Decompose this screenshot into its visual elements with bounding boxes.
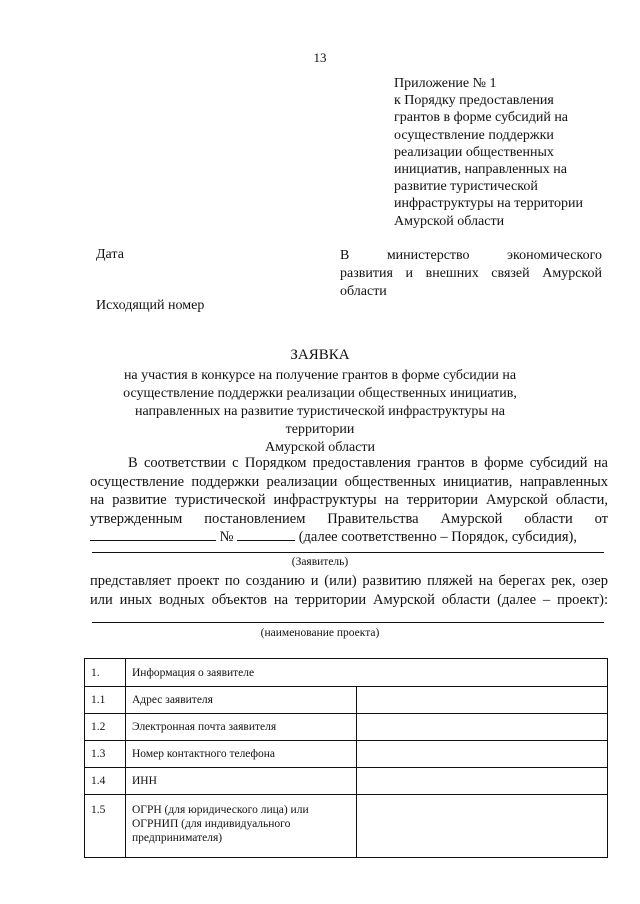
subtitle-line: направленных на развитие туристической инфраструктуры на территории bbox=[134, 404, 506, 437]
row-number: 1. bbox=[85, 659, 126, 687]
appendix-line: грантов в форме субсидий на bbox=[394, 110, 569, 126]
ministry-addressee bbox=[340, 247, 602, 301]
document-title: ЗАЯВКА bbox=[290, 347, 350, 363]
row-number: 1.2 bbox=[85, 714, 126, 741]
subtitle-line: осуществление поддержки реализации общественных инициатив, bbox=[123, 386, 517, 401]
row-label: Адрес заявителя bbox=[126, 687, 357, 714]
body-line: или иных водных объектов на территории Амурской области (далее – проект): bbox=[90, 591, 608, 608]
table-row bbox=[85, 714, 608, 741]
body-line5-tail: (далее соответственно – Порядок, субсидия), bbox=[298, 529, 577, 546]
project-name-blank-line[interactable] bbox=[92, 622, 604, 623]
table-row bbox=[85, 687, 608, 714]
row-label: Информация о заявителе bbox=[126, 659, 608, 687]
body-line: осуществление поддержки реализации общественных инициатив, направленных bbox=[90, 473, 608, 490]
ministry-line: области bbox=[340, 284, 387, 299]
date-blank[interactable] bbox=[90, 528, 216, 541]
table-row bbox=[85, 659, 608, 687]
appendix-line: к Порядку предоставления bbox=[394, 93, 554, 109]
appendix-line: осуществление поддержки bbox=[394, 127, 554, 143]
project-caption: (наименование проекта) bbox=[260, 627, 380, 639]
body-paragraph bbox=[90, 454, 608, 547]
appendix-line: реализации общественных bbox=[394, 144, 554, 160]
outgoing-number-label: Исходящий номер bbox=[96, 298, 205, 313]
applicant-blank-line[interactable] bbox=[92, 552, 604, 553]
row-number: 1.3 bbox=[85, 741, 126, 768]
table-row bbox=[85, 768, 608, 795]
body-line: на развитие туристической инфраструктуры на территории Амурской области, bbox=[90, 492, 608, 509]
table-row bbox=[85, 741, 608, 768]
row-label: Электронная почта заявителя bbox=[126, 714, 357, 741]
subtitle-line: Амурской области bbox=[264, 440, 376, 455]
appendix-line: инициатив, направленных на bbox=[394, 162, 567, 178]
number-blank[interactable] bbox=[237, 528, 295, 541]
value-cell[interactable] bbox=[357, 714, 608, 741]
applicant-info-table bbox=[84, 658, 608, 858]
row-number: 1.1 bbox=[85, 687, 126, 714]
project-paragraph bbox=[90, 572, 608, 609]
row-number: 1.5 bbox=[85, 795, 126, 858]
row-label: Номер контактного телефона bbox=[126, 741, 357, 768]
appendix-line: Амурской области bbox=[394, 213, 505, 229]
appendix-line: развитие туристической bbox=[394, 179, 538, 195]
page-number: 13 bbox=[313, 50, 327, 65]
number-sign: № bbox=[219, 529, 234, 546]
ministry-line: развития и внешних связей Амурской bbox=[340, 266, 602, 281]
row-number: 1.4 bbox=[85, 768, 126, 795]
ministry-line: В министерство экономического bbox=[340, 248, 602, 263]
body-line: утвержденным постановлением Правительства Амурской области от bbox=[90, 510, 608, 527]
body-line: В соответствии с Порядком предоставления грантов в форме субсидий на bbox=[128, 455, 608, 471]
appendix-block bbox=[394, 75, 604, 230]
row-label: ОГРН (для юридического лица) или ОГРНИП (для индивидуального предпринимателя) bbox=[126, 795, 357, 858]
applicant-caption: (Заявитель) bbox=[291, 556, 349, 568]
appendix-line: инфраструктуры на территории bbox=[394, 196, 583, 212]
subtitle-line: на участия в конкурсе на получение грантов в форме субсидии на bbox=[123, 368, 517, 383]
appendix-line: Приложение № 1 bbox=[394, 76, 497, 91]
value-cell[interactable] bbox=[357, 768, 608, 795]
row-label: ИНН bbox=[126, 768, 357, 795]
body-line-fill bbox=[90, 528, 608, 547]
document-subtitle bbox=[110, 367, 530, 457]
table-row bbox=[85, 795, 608, 858]
value-cell[interactable] bbox=[357, 741, 608, 768]
value-cell[interactable] bbox=[357, 795, 608, 858]
value-cell[interactable] bbox=[357, 687, 608, 714]
body-line: представляет проект по созданию и (или) развитию пляжей на берегах рек, озер bbox=[90, 573, 608, 589]
date-label: Дата bbox=[96, 247, 124, 262]
